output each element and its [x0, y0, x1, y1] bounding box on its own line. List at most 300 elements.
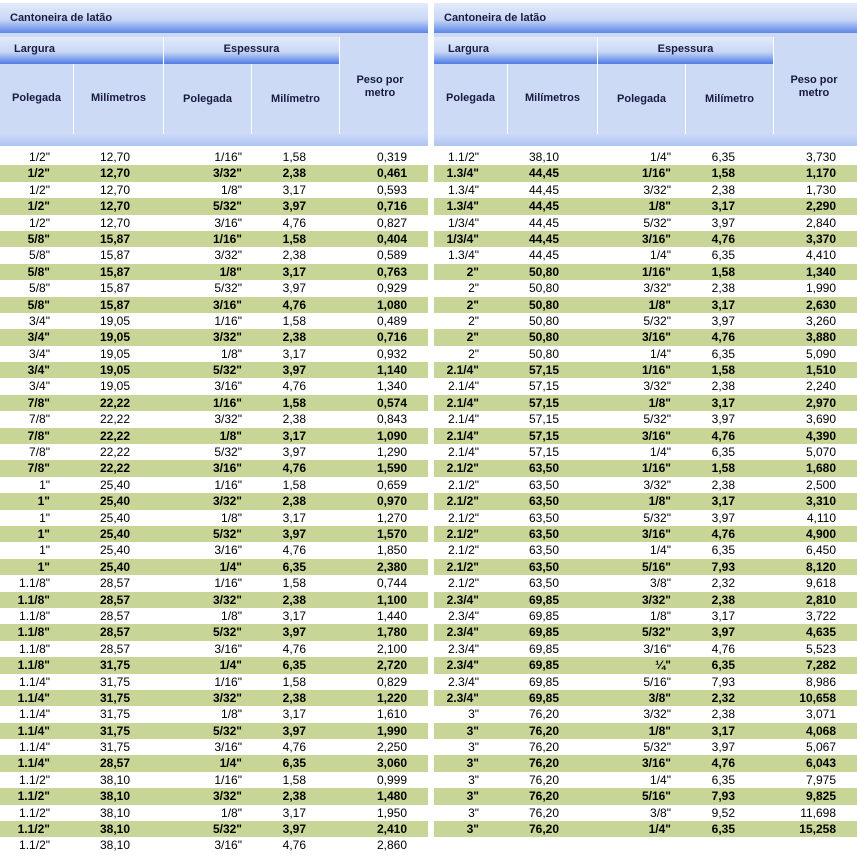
espessura-milimetro-cell: 6,35: [282, 756, 306, 771]
espessura-polegada-cell: 5/32": [643, 740, 671, 755]
largura-milimetros-cell: 12,70: [99, 215, 130, 230]
largura-polegada-cell: 1.1/8": [17, 625, 50, 640]
espessura-milimetro-cell: 4,76: [711, 526, 735, 541]
espessura-milimetro-cell: 2,38: [282, 166, 306, 181]
peso-cell: 1,440: [376, 608, 407, 623]
espessura-polegada-cell: 1/4": [648, 822, 671, 837]
table-row: [434, 198, 857, 214]
peso-cell: 5,067: [805, 740, 836, 755]
espessura-milimetro-cell: 4,76: [282, 215, 306, 230]
largura-milimetros-cell: 25,40: [99, 543, 130, 558]
espessura-polegada-cell: 3/16": [643, 641, 671, 656]
largura-milimetros-cell: 76,20: [528, 707, 559, 722]
peso-cell: 8,120: [805, 559, 836, 574]
espessura-milimetro-cell: 2,38: [282, 412, 306, 427]
largura-milimetros-cell: 31,75: [99, 674, 130, 689]
peso-cell: 3,260: [805, 313, 836, 328]
table-row: [0, 755, 428, 771]
largura-milimetros-cell: 12,70: [99, 199, 130, 214]
largura-polegada-cell: 5/8": [29, 281, 50, 296]
peso-cell: 0,589: [376, 248, 407, 263]
espessura-milimetro-cell: 6,35: [711, 543, 735, 558]
table-row: [434, 493, 857, 509]
largura-polegada-cell: 2.1/4": [448, 379, 479, 394]
peso-cell: 1,680: [805, 461, 836, 476]
espessura-milimetro-cell: 3,17: [282, 707, 306, 722]
peso-cell: 2,630: [805, 297, 836, 312]
largura-milimetros-cell: 63,50: [528, 543, 559, 558]
peso-cell: 15,258: [799, 822, 836, 837]
table-row: [0, 624, 428, 640]
largura-milimetros-cell: 76,20: [528, 740, 559, 755]
espessura-polegada-cell: 1/8": [221, 346, 242, 361]
left-table-title: Cantoneira de latão: [0, 3, 428, 33]
table-row: [434, 329, 857, 345]
largura-polegada-cell: 2.3/4": [448, 608, 479, 623]
espessura-polegada-cell: 1/16": [641, 166, 671, 181]
largura-milimetros-cell: 15,87: [99, 297, 130, 312]
espessura-polegada-cell: 1/8": [219, 264, 242, 279]
table-row: [0, 231, 428, 247]
espessura-milimetro-cell: 7,93: [711, 559, 735, 574]
peso-cell: 7,282: [805, 658, 836, 673]
espessura-polegada-cell: 5/16": [641, 789, 671, 804]
espessura-polegada-cell: 3/32": [212, 166, 242, 181]
table-row: [434, 788, 857, 804]
largura-milimetros-cell: 19,05: [99, 330, 130, 345]
table-row: [0, 510, 428, 526]
peso-cell: 6,043: [805, 756, 836, 771]
largura-polegada-cell: 1.3/4": [448, 248, 479, 263]
espessura-milimetro-cell: 4,76: [282, 641, 306, 656]
espessura-milimetro-cell: 1,58: [711, 461, 735, 476]
largura-milimetros-cell: 28,57: [99, 625, 130, 640]
table-row: [0, 149, 428, 165]
espessura-milimetro-cell: 2,38: [711, 592, 735, 607]
espessura-polegada-cell: 1/16": [214, 772, 242, 787]
espessura-milimetro-cell: 6,35: [711, 822, 735, 837]
largura-polegada-cell: 1/2": [27, 199, 50, 214]
peso-cell: 7,975: [805, 772, 836, 787]
largura-milimetros-cell: 50,80: [528, 346, 559, 361]
largura-polegada-cell: 1.1/2": [19, 772, 50, 787]
largura-polegada-cell: 2": [468, 346, 479, 361]
largura-polegada-cell: 7/8": [29, 445, 50, 460]
largura-milimetros-cell: 22,22: [99, 461, 130, 476]
table-row: [434, 411, 857, 427]
table-row: [434, 755, 857, 771]
largura-milimetros-cell: 63,50: [528, 461, 559, 476]
peso-cell: 0,744: [376, 576, 407, 591]
espessura-polegada-cell: 3/32": [212, 789, 242, 804]
table-row: [0, 674, 428, 690]
largura-polegada-cell: 1.3/4": [446, 199, 479, 214]
largura-milimetros-cell: 38,10: [99, 822, 130, 837]
table-row: [434, 313, 857, 329]
peso-cell: 0,970: [376, 494, 407, 509]
largura-polegada-cell: 2": [466, 297, 479, 312]
largura-polegada-cell: 2": [468, 313, 479, 328]
largura-milimetros-cell: 76,20: [528, 789, 559, 804]
table-row: [434, 444, 857, 460]
espessura-milimetro-cell: 2,32: [711, 690, 735, 705]
peso-header: Peso por metro: [356, 74, 404, 99]
table-row: [434, 690, 857, 706]
largura-polegada-cell: 5/8": [29, 248, 50, 263]
largura-polegada-cell: 2.3/4": [446, 690, 479, 705]
peso-cell: 1,080: [376, 297, 407, 312]
espessura-polegada-cell: 1/4": [219, 756, 242, 771]
peso-cell: 1,590: [376, 461, 407, 476]
peso-cell: 0,999: [376, 772, 407, 787]
largura-milimetros-cell: 63,50: [528, 494, 559, 509]
espessura-milimetro-header: Milímetro: [271, 93, 320, 105]
espessura-milimetro-cell: 4,76: [282, 838, 306, 853]
peso-cell: 0,929: [376, 281, 407, 296]
espessura-milimetro-cell: 3,97: [282, 625, 306, 640]
table-row: [434, 460, 857, 476]
largura-milimetros-cell: 50,80: [528, 297, 559, 312]
table-row: [0, 395, 428, 411]
largura-milimetros-cell: 25,40: [99, 559, 130, 574]
largura-polegada-cell: 1.1/4": [17, 756, 50, 771]
largura-milimetros-cell: 76,20: [528, 756, 559, 771]
largura-milimetros-cell: 63,50: [528, 559, 559, 574]
espessura-polegada-cell: 1/4": [650, 346, 671, 361]
peso-cell: 3,722: [805, 608, 836, 623]
table-row: [434, 805, 857, 821]
peso-cell: 1,780: [376, 625, 407, 640]
peso-cell: 4,390: [805, 428, 836, 443]
espessura-milimetro-cell: 2,38: [282, 592, 306, 607]
largura-milimetros-cell: 44,45: [528, 215, 559, 230]
largura-polegada-cell: 7/8": [27, 428, 50, 443]
peso-cell: 1,170: [805, 166, 836, 181]
table-row: [0, 165, 428, 181]
largura-milimetros-cell: 19,05: [99, 346, 130, 361]
largura-milimetros-cell: 22,22: [99, 412, 130, 427]
largura-polegada-cell: 2.3/4": [446, 625, 479, 640]
table-row: [0, 706, 428, 722]
espessura-milimetro-cell: 3,17: [282, 264, 306, 279]
largura-milimetros-cell: 50,80: [528, 281, 559, 296]
table-row: [0, 542, 428, 558]
espessura-polegada-cell: 3/16": [641, 231, 671, 246]
largura-milimetros-cell: 69,85: [528, 608, 559, 623]
espessura-polegada-header: Polegada: [183, 93, 232, 105]
peso-cell: 0,593: [376, 182, 407, 197]
table-row: [0, 788, 428, 804]
peso-cell: 1,990: [376, 723, 407, 738]
table-row: [434, 280, 857, 296]
peso-cell: 4,900: [805, 526, 836, 541]
largura-polegada-cell: 2.3/4": [448, 641, 479, 656]
peso-cell: 11,698: [800, 805, 836, 820]
largura-milimetros-cell: 63,50: [528, 576, 559, 591]
espessura-header: Espessura: [164, 37, 339, 64]
espessura-milimetro-cell: 1,58: [282, 231, 306, 246]
espessura-polegada-cell: 1/8": [221, 510, 242, 525]
largura-milimetros-cell: 19,05: [99, 379, 130, 394]
largura-milimetros-cell: 44,45: [528, 182, 559, 197]
espessura-milimetro-cell: 4,76: [282, 297, 306, 312]
espessura-polegada-cell: 5/32": [212, 822, 242, 837]
espessura-polegada-cell: 1/16": [214, 150, 242, 164]
table-row: [434, 231, 857, 247]
espessura-polegada-cell: 3/8": [648, 690, 671, 705]
largura-milimetros-cell: 15,87: [99, 248, 130, 263]
right-table-header: [434, 33, 857, 146]
espessura-milimetro-cell: 2,32: [711, 576, 735, 591]
largura-polegada-cell: 3/4": [29, 379, 50, 394]
largura-polegada-cell: 1": [37, 559, 50, 574]
espessura-polegada-cell: 3/8": [650, 805, 671, 820]
espessura-milimetro-cell: 4,76: [711, 330, 735, 345]
espessura-milimetro-cell: 1,58: [282, 313, 306, 328]
peso-cell: 4,635: [805, 625, 836, 640]
peso-cell: 3,071: [805, 707, 836, 722]
largura-milimetros-cell: 22,22: [99, 445, 130, 460]
largura-milimetros-cell: 28,57: [99, 576, 130, 591]
peso-cell: 0,574: [376, 395, 407, 410]
peso-cell: 0,763: [376, 264, 407, 279]
largura-milimetros-cell: 50,80: [528, 330, 559, 345]
espessura-polegada-cell: 1/4": [650, 772, 671, 787]
table-row: [434, 165, 857, 181]
peso-cell: 0,843: [376, 412, 407, 427]
largura-milimetros-cell: 19,05: [99, 363, 130, 378]
peso-cell: 2,970: [805, 395, 836, 410]
largura-milimetros-cell: 28,57: [99, 756, 130, 771]
table-row: [0, 215, 428, 231]
largura-milimetros-cell: 38,10: [99, 805, 130, 820]
espessura-milimetro-cell: 2,38: [711, 379, 735, 394]
largura-polegada-cell: 5/8": [27, 231, 50, 246]
peso-cell: 2,290: [805, 199, 836, 214]
espessura-polegada-cell: 1/8": [219, 428, 242, 443]
largura-polegada-cell: 1": [39, 510, 50, 525]
espessura-polegada-cell: 5/32": [212, 723, 242, 738]
largura-milimetros-cell: 12,70: [99, 182, 130, 197]
table-row: [0, 526, 428, 542]
peso-cell: 9,618: [805, 576, 836, 591]
largura-milimetros-cell: 44,45: [528, 166, 559, 181]
peso-cell: 2,860: [376, 838, 407, 853]
peso-cell: 3,310: [805, 494, 836, 509]
peso-cell: 1,610: [376, 707, 407, 722]
espessura-polegada-cell: 1/4": [650, 150, 671, 164]
espessura-polegada-cell: 1/16": [214, 313, 242, 328]
table-row: [0, 444, 428, 460]
largura-polegada-cell: 3": [468, 772, 479, 787]
espessura-milimetro-cell: 3,17: [711, 494, 735, 509]
peso-cell: 1,730: [805, 182, 836, 197]
espessura-milimetro-cell: 3,97: [711, 625, 735, 640]
table-row: [0, 428, 428, 444]
largura-milimetros-cell: 15,87: [99, 281, 130, 296]
espessura-milimetro-cell: 6,35: [711, 346, 735, 361]
table-row: [434, 428, 857, 444]
espessura-milimetro-cell: 6,35: [711, 772, 735, 787]
espessura-milimetro-cell: 3,97: [282, 363, 306, 378]
espessura-milimetro-cell: 3,97: [282, 445, 306, 460]
largura-polegada-cell: 1.1/8": [19, 576, 50, 591]
table-row: [434, 149, 857, 165]
table-row: [434, 559, 857, 575]
espessura-milimetro-cell: 4,76: [282, 543, 306, 558]
espessura-header: Espessura: [598, 37, 773, 64]
espessura-milimetro-cell: 1,58: [711, 363, 735, 378]
table-row: [434, 215, 857, 231]
peso-cell: 3,690: [805, 412, 836, 427]
left-table-header: [0, 33, 428, 146]
right-table-body: [434, 149, 857, 837]
espessura-polegada-cell: 3/32": [643, 477, 671, 492]
espessura-milimetro-cell: 3,97: [282, 526, 306, 541]
largura-polegada-cell: 2.1/2": [446, 494, 479, 509]
table-row: [434, 641, 857, 657]
espessura-polegada-cell: 3/32": [641, 592, 671, 607]
largura-polegada-cell: 2": [468, 281, 479, 296]
largura-milimetros-cell: 44,45: [528, 199, 559, 214]
espessura-polegada-cell: 1/8": [648, 297, 671, 312]
espessura-polegada-cell: 1/8": [221, 805, 242, 820]
espessura-polegada-cell: 5/32": [643, 510, 671, 525]
table-row: [0, 378, 428, 394]
espessura-polegada-cell: 1/16": [641, 363, 671, 378]
espessura-milimetro-cell: 1,58: [711, 166, 735, 181]
peso-cell: 2,840: [805, 215, 836, 230]
peso-cell: 5,523: [805, 641, 836, 656]
largura-polegada-cell: 1/2": [29, 150, 50, 164]
largura-milimetros-cell: 25,40: [99, 494, 130, 509]
largura-milimetros-cell: 44,45: [528, 231, 559, 246]
peso-cell: 0,716: [376, 199, 407, 214]
table-row: [434, 247, 857, 263]
espessura-milimetro-cell: 3,17: [711, 723, 735, 738]
table-row: [0, 329, 428, 345]
table-row: [434, 657, 857, 673]
largura-polegada-cell: 3": [466, 789, 479, 804]
largura-polegada-cell: 1.1/2": [17, 789, 50, 804]
largura-polegada-cell: 1": [37, 494, 50, 509]
peso-cell: 1,340: [376, 379, 407, 394]
espessura-polegada-cell: 1/16": [212, 231, 242, 246]
peso-cell: 0,827: [376, 215, 407, 230]
largura-milimetros-cell: 38,10: [528, 150, 559, 164]
largura-milimetros-cell: 22,22: [99, 395, 130, 410]
table-row: [0, 690, 428, 706]
largura-polegada-cell: 1.1/4": [19, 707, 50, 722]
largura-polegada-cell: 2.1/4": [448, 445, 479, 460]
table-row: [434, 821, 857, 837]
espessura-polegada-cell: 1/8": [648, 494, 671, 509]
espessura-milimetro-cell: 1,58: [282, 395, 306, 410]
espessura-milimetro-cell: 2,38: [711, 707, 735, 722]
espessura-polegada-cell: 3/32": [214, 412, 242, 427]
espessura-milimetro-cell: 2,38: [711, 182, 735, 197]
table-row: [0, 247, 428, 263]
espessura-polegada-cell: 3/16": [641, 756, 671, 771]
largura-polegada-cell: 2.1/2": [448, 576, 479, 591]
table-row: [434, 510, 857, 526]
peso-cell: 0,319: [376, 150, 407, 164]
largura-milimetros-cell: 63,50: [528, 477, 559, 492]
largura-polegada-cell: 1.1/4": [17, 723, 50, 738]
largura-header: Largura: [0, 37, 163, 64]
largura-milimetros-cell: 25,40: [99, 477, 130, 492]
espessura-polegada-cell: 1/8": [648, 723, 671, 738]
peso-cell: 1,480: [376, 789, 407, 804]
largura-polegada-cell: 2.3/4": [446, 658, 479, 673]
largura-polegada-cell: 3/4": [27, 363, 50, 378]
peso-cell: 2,500: [805, 477, 836, 492]
peso-cell: 4,068: [805, 723, 836, 738]
largura-polegada-cell: 2.1/2": [446, 559, 479, 574]
espessura-milimetro-cell: 6,35: [282, 658, 306, 673]
largura-milimetros-cell: 76,20: [528, 772, 559, 787]
espessura-milimetro-cell: 1,58: [711, 264, 735, 279]
largura-milimetros-cell: 50,80: [528, 264, 559, 279]
peso-cell: 1,100: [376, 592, 407, 607]
table-row: [0, 657, 428, 673]
left-table-panel: [0, 3, 428, 854]
largura-polegada-cell: 3": [466, 723, 479, 738]
espessura-polegada-cell: 3/16": [212, 461, 242, 476]
largura-header: Largura: [434, 37, 597, 64]
espessura-polegada-cell: 5/16": [641, 559, 671, 574]
espessura-polegada-cell: 3/32": [212, 330, 242, 345]
table-row: [434, 608, 857, 624]
table-row: [434, 772, 857, 788]
largura-milimetros-cell: 31,75: [99, 723, 130, 738]
espessura-milimetro-cell: 3,97: [711, 510, 735, 525]
espessura-polegada-header: Polegada: [617, 93, 666, 105]
largura-milimetros-cell: 69,85: [528, 658, 559, 673]
peso-cell: 1,220: [376, 690, 407, 705]
largura-milimetros-header: Milímetros: [90, 92, 146, 104]
espessura-milimetro-cell: 4,76: [282, 461, 306, 476]
largura-polegada-cell: 1/3/4": [448, 215, 479, 230]
espessura-milimetro-cell: 3,17: [282, 428, 306, 443]
peso-header: Peso por metro: [790, 74, 838, 99]
espessura-milimetro-cell: 6,35: [711, 445, 735, 460]
largura-polegada-cell: 1.1/4": [17, 690, 50, 705]
table-row: [0, 493, 428, 509]
espessura-polegada-cell: 1/8": [650, 608, 671, 623]
largura-milimetros-cell: 76,20: [528, 805, 559, 820]
largura-polegada-cell: 1.1/4": [19, 674, 50, 689]
largura-polegada-cell: 1.1/8": [19, 641, 50, 656]
largura-polegada-header: Polegada: [446, 92, 495, 104]
peso-cell: 2,380: [376, 559, 407, 574]
largura-polegada-cell: 7/8": [27, 461, 50, 476]
largura-milimetros-cell: 57,15: [528, 395, 559, 410]
peso-cell: 5,090: [805, 346, 836, 361]
peso-cell: 0,489: [376, 313, 407, 328]
largura-polegada-cell: 2.3/4": [448, 674, 479, 689]
table-row: [0, 772, 428, 788]
table-row: [434, 739, 857, 755]
peso-cell: 3,060: [376, 756, 407, 771]
peso-cell: 9,825: [805, 789, 836, 804]
espessura-milimetro-cell: 4,76: [711, 428, 735, 443]
espessura-polegada-cell: 3/32": [214, 248, 242, 263]
espessura-polegada-cell: 3/16": [212, 297, 242, 312]
largura-milimetros-cell: 38,10: [99, 838, 130, 853]
largura-polegada-cell: 3/4": [27, 330, 50, 345]
espessura-milimetro-cell: 1,58: [282, 150, 306, 164]
